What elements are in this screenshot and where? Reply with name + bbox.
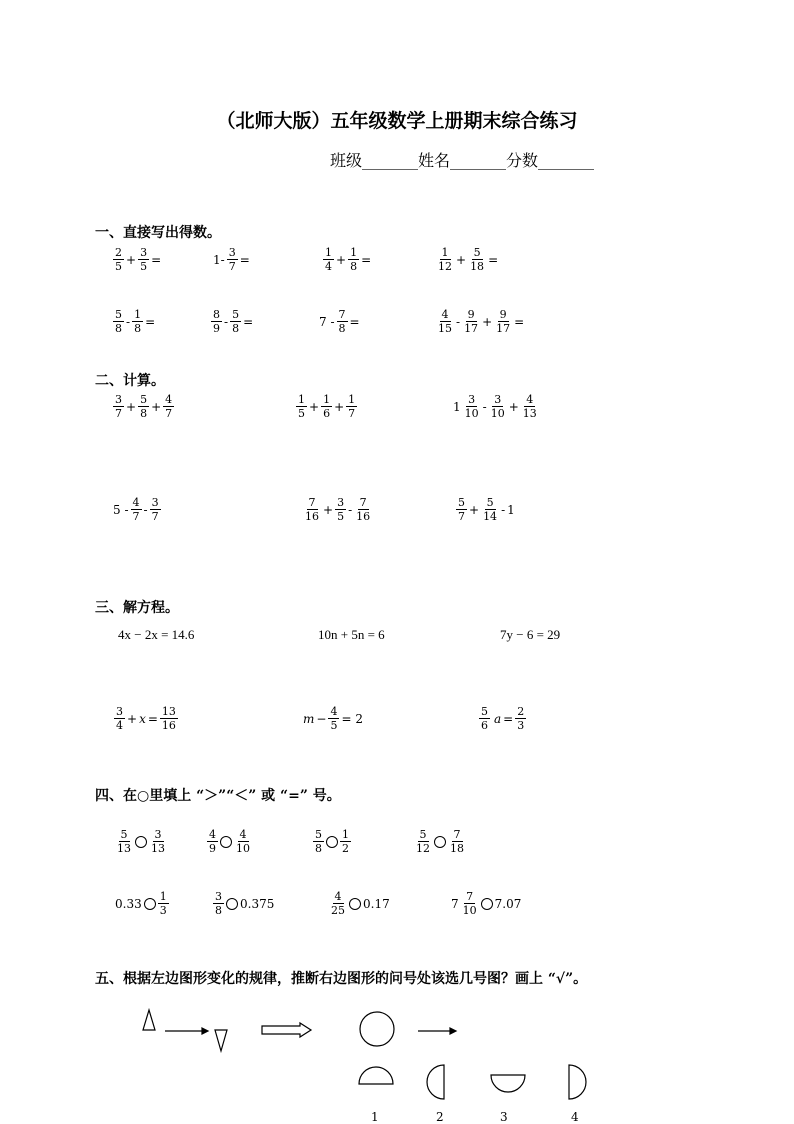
expr-text: 7.07 <box>494 896 522 911</box>
expr-text: - <box>143 502 148 517</box>
fraction-denominator: 8 <box>215 904 222 917</box>
fraction-numerator: 5 <box>473 246 481 259</box>
fraction-numerator: 1 <box>159 890 167 903</box>
fraction-numerator: 4 <box>441 308 449 321</box>
fraction-numerator: 3 <box>151 496 159 509</box>
fraction-denominator: 9 <box>213 322 220 335</box>
expr-text: + <box>456 252 467 267</box>
fraction-denominator: 5 <box>330 719 338 732</box>
q2-r2-c2 <box>302 496 373 523</box>
fraction-numerator: 5 <box>120 828 128 841</box>
section-5-heading: 五、根据左边图形变化的规律，推断右边图形的问号处该选几号图？画上 “√”。 <box>95 971 588 987</box>
fraction <box>113 393 124 420</box>
fraction <box>138 246 149 273</box>
fraction <box>163 393 174 420</box>
option-2-half-circle-left <box>427 1065 444 1099</box>
q4-r1-c4 <box>413 828 467 855</box>
fraction-denominator: 8 <box>115 322 122 335</box>
expr-text: + <box>151 399 162 414</box>
full-circle-shape <box>360 1012 394 1046</box>
fraction <box>481 496 499 523</box>
fraction-denominator: 2 <box>342 842 349 855</box>
expr-text: = <box>147 711 158 726</box>
fraction <box>494 308 512 335</box>
fraction <box>354 496 372 523</box>
fraction-denominator: 5 <box>140 260 148 273</box>
pattern-figure <box>130 1000 630 1120</box>
fraction <box>303 496 321 523</box>
expr-text: 1 <box>507 502 515 517</box>
fraction-denominator: 8 <box>338 322 346 335</box>
q1-r2-c4 <box>435 308 525 335</box>
expr-text: + <box>336 252 347 267</box>
fraction <box>436 308 454 335</box>
fraction-denominator: 6 <box>481 719 488 732</box>
q1-r2-c3 <box>318 308 361 335</box>
expr-text: 0.375 <box>240 896 275 911</box>
expr-text: = <box>349 314 360 329</box>
fraction-numerator: 9 <box>499 308 507 321</box>
fraction-numerator: 5 <box>140 393 148 406</box>
comparison-blank-circle[interactable] <box>135 836 147 848</box>
expr-text: = <box>243 314 254 329</box>
comparison-blank-circle[interactable] <box>349 898 361 910</box>
fraction-numerator: 4 <box>526 393 534 406</box>
fraction <box>328 705 339 732</box>
option-label-2: 2 <box>436 1110 444 1124</box>
fraction <box>313 828 324 855</box>
fraction-denominator: 5 <box>115 260 122 273</box>
fraction <box>227 246 238 273</box>
fraction-numerator: 3 <box>337 496 345 509</box>
fraction <box>515 705 526 732</box>
fraction-denominator: 5 <box>337 510 345 523</box>
fraction-denominator: 10 <box>464 407 479 420</box>
variable: m <box>303 711 315 726</box>
q2-r1-c1 <box>112 393 175 420</box>
fraction-numerator: 1 <box>441 246 449 259</box>
student-info-line: 班级_______姓名_______分数_______ <box>330 151 595 170</box>
fraction-numerator: 1 <box>323 393 331 406</box>
q1-r2-c2 <box>210 308 254 335</box>
fraction <box>468 246 486 273</box>
comparison-blank-circle[interactable] <box>144 898 156 910</box>
fraction <box>448 828 466 855</box>
expr-text: = <box>151 252 162 267</box>
fraction-numerator: 5 <box>315 828 322 841</box>
fraction <box>436 246 454 273</box>
fraction-denominator: 3 <box>159 904 167 917</box>
q4-r1-c1 <box>114 828 168 855</box>
fraction-numerator: 5 <box>419 828 427 841</box>
fraction <box>335 496 346 523</box>
option-label-3: 3 <box>500 1110 508 1124</box>
option-4-half-circle-right <box>569 1065 586 1099</box>
comparison-blank-circle[interactable] <box>326 836 338 848</box>
arrow-head-1 <box>202 1028 208 1034</box>
fraction-denominator: 7 <box>132 510 140 523</box>
expr-text: - <box>482 399 487 414</box>
option-3-half-circle-bottom <box>491 1075 525 1092</box>
fraction-numerator: 3 <box>215 890 222 903</box>
fraction-numerator: 4 <box>239 828 247 841</box>
triangle-up-shape <box>143 1010 155 1030</box>
fraction-denominator: 18 <box>470 260 485 273</box>
fraction <box>207 828 218 855</box>
comparison-blank-circle[interactable] <box>220 836 232 848</box>
fraction <box>132 308 143 335</box>
fraction <box>456 496 467 523</box>
expr-text: + <box>309 399 320 414</box>
fraction-denominator: 4 <box>116 719 123 732</box>
q1-r1-c4 <box>435 246 499 273</box>
expr-text: = <box>239 252 250 267</box>
expr-text: 5 - <box>113 502 129 517</box>
q2-r2-c3 <box>455 496 516 523</box>
fraction <box>489 393 507 420</box>
fraction-denominator: 7 <box>348 407 356 420</box>
fraction-numerator: 1 <box>348 393 356 406</box>
fraction <box>234 828 252 855</box>
fraction-numerator: 13 <box>161 705 176 718</box>
fraction <box>346 393 357 420</box>
fraction-denominator: 7 <box>151 510 159 523</box>
fraction <box>131 496 142 523</box>
fraction <box>213 890 224 917</box>
fraction-numerator: 1 <box>342 828 349 841</box>
comparison-blank-circle[interactable] <box>481 898 493 910</box>
section-4-heading: 四、在○里填上 “＞”“＜” 或 “=” 号。 <box>95 788 341 804</box>
fraction-numerator: 7 <box>338 308 346 321</box>
expr-text: = <box>514 314 525 329</box>
fraction <box>115 828 133 855</box>
q1-r1-c3 <box>322 246 372 273</box>
fraction-denominator: 13 <box>151 842 165 855</box>
fraction-numerator: 2 <box>517 705 525 718</box>
expr-text: - <box>126 314 131 329</box>
fraction-denominator: 15 <box>438 322 452 335</box>
fraction-denominator: 8 <box>140 407 148 420</box>
expr-text: - <box>348 502 353 517</box>
fraction <box>138 393 149 420</box>
expr-text: = <box>145 314 156 329</box>
fraction-denominator: 8 <box>315 842 322 855</box>
fraction <box>337 308 348 335</box>
fraction <box>158 890 169 917</box>
fraction-denominator: 8 <box>350 260 358 273</box>
expr-text: + <box>469 502 480 517</box>
fraction-numerator: 7 <box>359 496 367 509</box>
expr-text: = <box>361 252 372 267</box>
q4-r2-c3 <box>328 890 391 917</box>
fraction-denominator: 8 <box>134 322 142 335</box>
expr-text: = 2 <box>341 711 363 726</box>
fraction-denominator: 3 <box>517 719 525 732</box>
fraction <box>296 393 307 420</box>
fraction <box>149 828 167 855</box>
expr-text: - <box>501 502 506 517</box>
fraction <box>323 246 334 273</box>
q1-r1-c2 <box>212 246 251 273</box>
q1-r2-c1 <box>112 308 156 335</box>
expr-text: + <box>127 711 138 726</box>
fraction-denominator: 7 <box>115 407 122 420</box>
fraction-numerator: 1 <box>134 308 142 321</box>
fraction-numerator: 1 <box>325 246 332 259</box>
expr-text: + <box>508 399 519 414</box>
q2-r1-c3 <box>452 393 540 420</box>
variable: a <box>494 711 502 726</box>
fraction-numerator: 8 <box>213 308 220 321</box>
fraction-denominator: 12 <box>416 842 430 855</box>
expr-text: + <box>482 314 493 329</box>
expr-text: 1- <box>213 252 225 267</box>
fraction-numerator: 3 <box>140 246 148 259</box>
q2-r1-c2 <box>295 393 358 420</box>
comparison-blank-circle[interactable] <box>226 898 238 910</box>
fraction-denominator: 9 <box>209 842 216 855</box>
expr-text: = <box>488 252 499 267</box>
q3-eq-3: 7y − 6 = 29 <box>500 627 561 642</box>
fraction <box>150 496 161 523</box>
fraction-denominator: 10 <box>490 407 505 420</box>
expr-text: − <box>316 711 327 726</box>
expr-text: 0.33 <box>115 896 142 911</box>
fraction-numerator: 3 <box>494 393 502 406</box>
fraction-numerator: 7 <box>308 496 316 509</box>
expr-text: 0.17 <box>363 896 390 911</box>
expr-text: + <box>126 399 137 414</box>
fraction-denominator: 16 <box>161 719 176 732</box>
fraction-numerator: 5 <box>115 308 122 321</box>
fraction-numerator: 4 <box>132 496 140 509</box>
fraction-numerator: 9 <box>467 308 475 321</box>
fraction-numerator: 5 <box>486 496 494 509</box>
fraction-numerator: 3 <box>116 705 123 718</box>
fraction-numerator: 4 <box>209 828 216 841</box>
expr-text: = <box>503 711 514 726</box>
q2-r2-c1 <box>112 496 162 523</box>
section-2-heading: 二、计算。 <box>95 373 165 389</box>
fraction-numerator: 5 <box>481 705 488 718</box>
fraction-denominator: 10 <box>462 904 477 917</box>
expr-text: - <box>224 314 229 329</box>
fraction-numerator: 3 <box>154 828 162 841</box>
fraction-denominator: 7 <box>165 407 173 420</box>
expr-text: 7 <box>451 896 459 911</box>
fraction-numerator: 4 <box>165 393 173 406</box>
fraction-denominator: 25 <box>331 904 345 917</box>
fraction <box>211 308 222 335</box>
fraction-numerator: 3 <box>228 246 236 259</box>
fraction <box>230 308 241 335</box>
fraction-denominator: 4 <box>325 260 332 273</box>
fraction-denominator: 12 <box>438 260 452 273</box>
q4-r2-c4 <box>450 890 522 917</box>
section-3-heading: 三、解方程。 <box>95 600 179 616</box>
fraction-denominator: 17 <box>464 322 479 335</box>
fraction <box>321 393 332 420</box>
expr-text: - <box>456 314 461 329</box>
fraction <box>348 246 359 273</box>
fraction-denominator: 13 <box>117 842 131 855</box>
fraction-denominator: 5 <box>298 407 305 420</box>
expr-text: 7 - <box>319 314 335 329</box>
fraction <box>479 705 490 732</box>
fraction-numerator: 3 <box>468 393 476 406</box>
section-1-heading: 一、直接写出得数。 <box>95 225 221 241</box>
fraction-denominator: 16 <box>356 510 371 523</box>
fraction-denominator: 13 <box>522 407 537 420</box>
fraction-denominator: 10 <box>236 842 250 855</box>
hollow-arrow-shape <box>262 1023 311 1037</box>
arrow-head-2 <box>450 1028 456 1034</box>
fraction-numerator: 5 <box>232 308 240 321</box>
expr-text: + <box>334 399 345 414</box>
page-title: （北师大版）五年级数学上册期末综合练习 <box>216 110 578 132</box>
fraction-denominator: 7 <box>228 260 236 273</box>
option-1-half-circle-top <box>359 1067 393 1084</box>
fraction-denominator: 17 <box>496 322 511 335</box>
q4-r1-c2 <box>206 828 253 855</box>
fraction <box>329 890 347 917</box>
comparison-blank-circle[interactable] <box>434 836 446 848</box>
expr-text: 1 <box>453 399 461 414</box>
q3-eq-6 <box>478 705 527 732</box>
fraction-numerator: 4 <box>330 705 338 718</box>
option-label-1: 1 <box>371 1110 379 1124</box>
fraction <box>414 828 432 855</box>
fraction-numerator: 7 <box>466 890 474 903</box>
option-label-4: 4 <box>571 1110 579 1124</box>
fraction-numerator: 1 <box>298 393 305 406</box>
fraction <box>113 308 124 335</box>
fraction <box>461 890 479 917</box>
fraction-numerator: 4 <box>334 890 342 903</box>
fraction-denominator: 16 <box>305 510 319 523</box>
q3-eq-4 <box>113 705 179 732</box>
fraction-numerator: 2 <box>115 246 122 259</box>
fraction-numerator: 1 <box>350 246 358 259</box>
fraction <box>113 246 124 273</box>
fraction-numerator: 5 <box>458 496 465 509</box>
fraction-denominator: 14 <box>483 510 498 523</box>
fraction <box>340 828 351 855</box>
q3-eq-1: 4x − 2x = 14.6 <box>118 627 195 642</box>
fraction <box>114 705 125 732</box>
q4-r1-c3 <box>312 828 352 855</box>
q4-r2-c1 <box>114 890 170 917</box>
fraction <box>521 393 539 420</box>
fraction <box>462 308 480 335</box>
triangle-down-shape <box>215 1030 227 1051</box>
q3-eq-5 <box>302 705 364 732</box>
fraction-denominator: 18 <box>450 842 464 855</box>
fraction <box>463 393 481 420</box>
q1-r1-c1 <box>112 246 162 273</box>
fraction <box>160 705 178 732</box>
fraction-numerator: 3 <box>115 393 122 406</box>
q3-eq-2: 10n + 5n = 6 <box>318 627 385 642</box>
fraction-numerator: 7 <box>453 828 461 841</box>
fraction-denominator: 8 <box>232 322 240 335</box>
expr-text: + <box>126 252 137 267</box>
fraction-denominator: 7 <box>458 510 465 523</box>
q4-r2-c2 <box>212 890 275 917</box>
fraction-denominator: 6 <box>323 407 331 420</box>
variable: x <box>139 711 146 726</box>
expr-text: + <box>323 502 334 517</box>
